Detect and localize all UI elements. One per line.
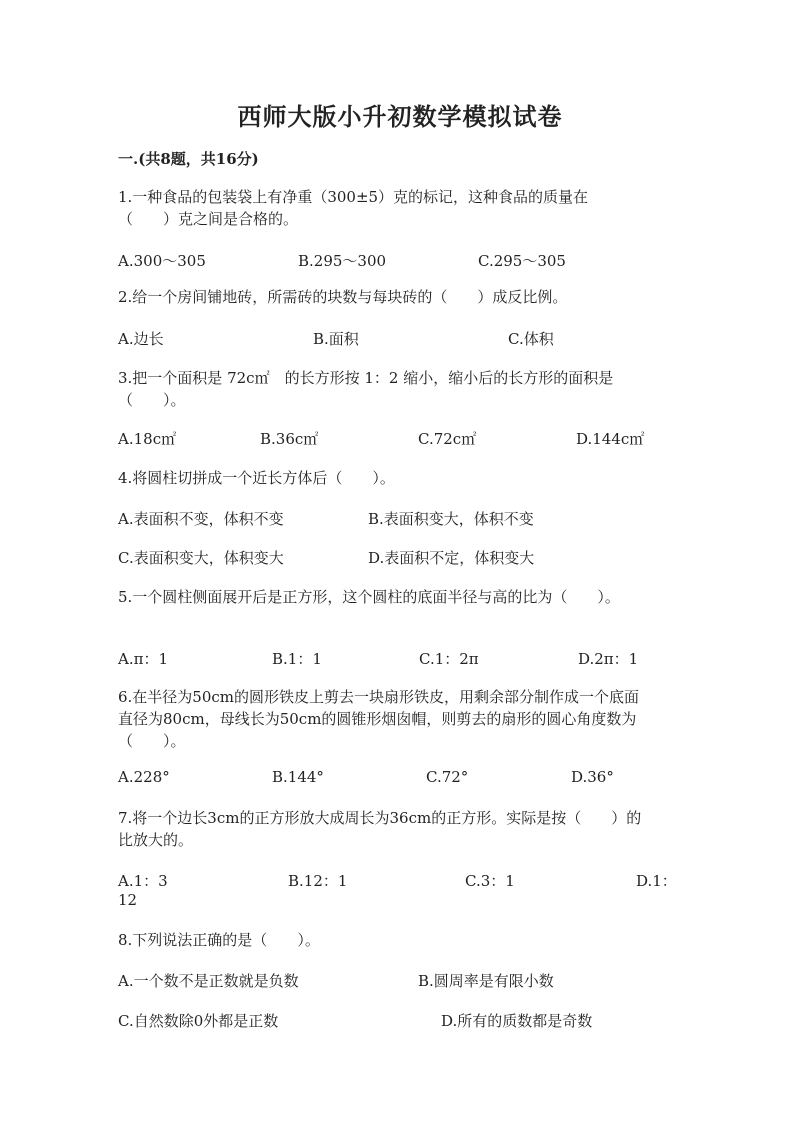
question-6-option-a: A.228° (118, 768, 170, 786)
question-5-option-a: A.π：1 (118, 650, 169, 668)
question-3-line-2: （ ）。 (118, 391, 186, 409)
question-7-option-b: B.12：1 (288, 872, 348, 890)
question-1-option-c: C.295～305 (478, 252, 566, 270)
question-3-option-d: D.144c㎡ (576, 430, 645, 448)
question-3-option-c: C.72c㎡ (418, 430, 477, 448)
question-6-line-1: 6.在半径为50cm的圆形铁皮上剪去一块扇形铁皮，用剩余部分制作成一个底面 (118, 688, 640, 706)
question-5-option-b: B.1：1 (272, 650, 322, 668)
question-6-option-b: B.144° (272, 768, 324, 786)
question-8-option-b: B.圆周率是有限小数 (418, 972, 554, 990)
question-2-option-c: C.体积 (508, 330, 554, 348)
question-8-option-c: C.自然数除0外都是正数 (118, 1012, 279, 1030)
question-1-option-a: A.300～305 (118, 252, 206, 270)
question-2-option-b: B.面积 (313, 330, 359, 348)
question-6-option-c: C.72° (426, 768, 469, 786)
question-5-option-c: C.1：2π (419, 650, 479, 668)
question-2-line-1: 2.给一个房间铺地砖，所需砖的块数与每块砖的（ ）成反比例。 (118, 288, 568, 306)
question-7-option-d-continued: 12 (118, 891, 138, 909)
question-3-option-a: A.18c㎡ (118, 430, 177, 448)
question-2-option-a: A.边长 (118, 330, 164, 348)
question-7-option-c: C.3：1 (465, 872, 515, 890)
question-8-option-a: A.一个数不是正数就是负数 (118, 972, 299, 990)
question-6-line-3: （ ）。 (118, 732, 186, 750)
page-title: 西师大版小升初数学模拟试卷 (237, 102, 563, 131)
question-3-line-1: 3.把一个面积是 72c㎡ 的长方形按 1：2 缩小，缩小后的长方形的面积是 (118, 369, 614, 387)
section-heading: 一.(共8题，共16分) (118, 150, 259, 168)
question-1-line-2: （ ）克之间是合格的。 (118, 210, 299, 228)
question-7-option-a: A.1：3 (118, 872, 168, 890)
question-8-line-1: 8.下列说法正确的是（ ）。 (118, 931, 320, 949)
question-4-option-d: D.表面积不定，体积变大 (368, 549, 535, 567)
question-7-line-2: 比放大的。 (118, 831, 194, 849)
question-1-option-b: B.295～300 (298, 252, 387, 270)
question-7-option-d: D.1： (636, 872, 677, 890)
question-6-line-2: 直径为80cm，母线长为50cm的圆锥形烟囱帽，则剪去的扇形的圆心角度数为 (118, 710, 637, 728)
question-4-option-c: C.表面积变大，体积变大 (118, 549, 284, 567)
question-1-line-1: 1.一种食品的包装袋上有净重（300±5）克的标记，这种食品的质量在 (118, 188, 589, 206)
question-3-option-b: B.36c㎡ (260, 430, 319, 448)
question-4-line-1: 4.将圆柱切拼成一个近长方体后（ ）。 (118, 469, 395, 487)
question-5-line-1: 5.一个圆柱侧面展开后是正方形，这个圆柱的底面半径与高的比为（ ）。 (118, 588, 620, 606)
question-8-option-d: D.所有的质数都是奇数 (441, 1012, 593, 1030)
question-4-option-a: A.表面积不变，体积不变 (118, 510, 284, 528)
question-7-line-1: 7.将一个边长3cm的正方形放大成周长为36cm的正方形。实际是按（ ）的 (118, 809, 642, 827)
question-4-option-b: B.表面积变大，体积不变 (368, 510, 534, 528)
question-5-option-d: D.2π：1 (578, 650, 639, 668)
question-6-option-d: D.36° (571, 768, 614, 786)
